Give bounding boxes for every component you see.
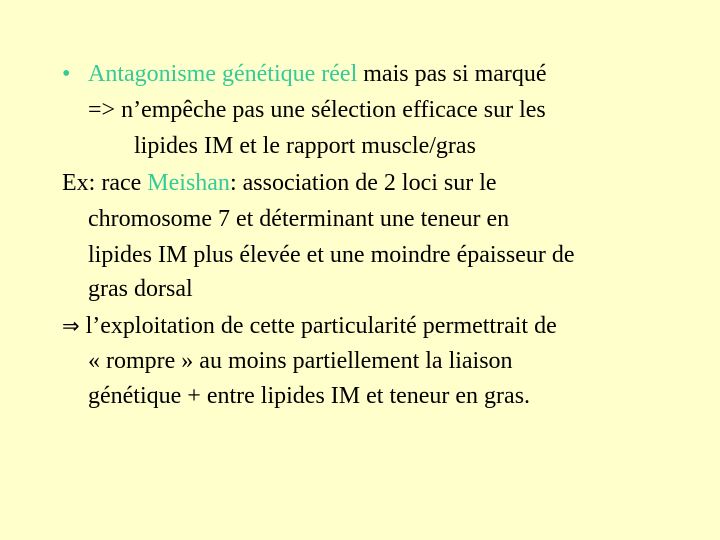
- conclusion-line-2: « rompre » au moins partiellement la liaison: [88, 348, 513, 374]
- implies-arrow-icon: ⇒: [62, 314, 80, 338]
- example-rest-text: : association de 2 loci sur le: [229, 170, 497, 196]
- example-line: [62, 169, 497, 197]
- implication-line: => n’empêche pas une sélection efficace sur les: [88, 97, 546, 123]
- implication-continuation-line: lipides IM et le rapport muscle/gras: [134, 133, 476, 159]
- bullet-rest-text: mais pas si marqué: [357, 61, 547, 87]
- conclusion-text: l’exploitation de cette particularité permettrait de: [79, 313, 557, 339]
- example-line-2: chromosome 7 et déterminant une teneur en: [88, 206, 510, 232]
- bullet-line: [62, 60, 547, 88]
- example-prefix: Ex: race: [62, 170, 148, 196]
- conclusion-line-3: génétique + entre lipides IM et teneur en gras.: [88, 383, 531, 409]
- breed-name: Meishan: [147, 170, 230, 196]
- example-line-4: gras dorsal: [88, 276, 193, 302]
- bullet-icon: •: [62, 61, 71, 87]
- example-line-3: lipides IM plus élevée et une moindre épaisseur de: [88, 242, 575, 268]
- bullet-highlight-text: Antagonisme génétique réel: [88, 61, 358, 87]
- conclusion-line: [62, 312, 557, 340]
